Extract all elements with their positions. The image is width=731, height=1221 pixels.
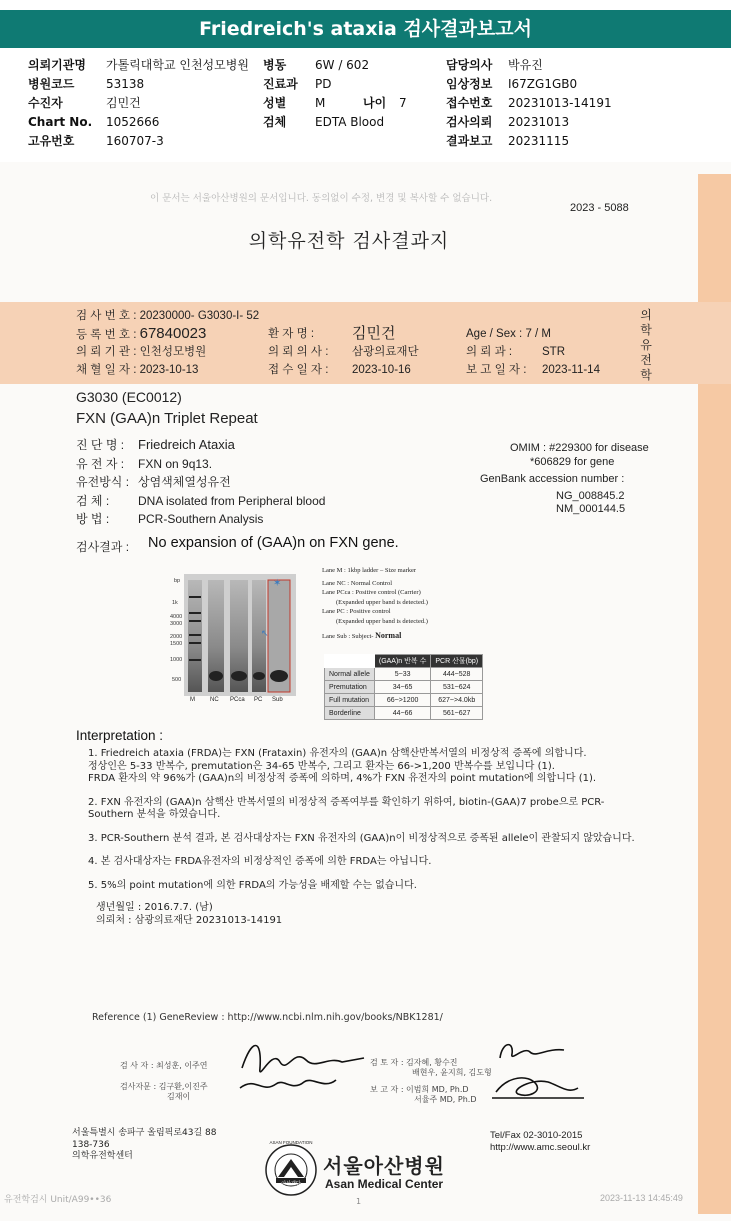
logo-top-text: ASAN FOUNDATION — [269, 1140, 313, 1145]
header-middle-column — [263, 56, 407, 132]
header-left-column — [28, 56, 249, 151]
address-block: 서울특별시 송파구 올림픽로43길 88 138-736 의학유전학센터 — [72, 1128, 217, 1161]
interpretation-title: Interpretation : — [76, 728, 164, 743]
reviewer-signature — [490, 1036, 570, 1066]
header-field: 담당의사 박유진 — [446, 58, 543, 72]
contact-block: Tel/Fax 02-3010-2015 http://www.amc.seoul.kr — [490, 1130, 591, 1153]
report-banner-title: Friedreich's ataxia 검사결과보고서 — [0, 10, 731, 48]
header-field: 의뢰기관명 가톨릭대학교 인천성모병원 — [28, 58, 249, 72]
logo-bottom-text: 아산재단 — [281, 1181, 301, 1187]
interpretation-body: 1. Friedreich ataxia (FRDA)는 FXN (Frataxin) 유전자의 (GAA)n 삼핵산반복서열의 비정상적 증폭에 의합니다. 정상인은 5-33 반복수, premutation은 34-65 반복수, 그리고 환자는 66->1,200 반복수를 보입니다 (1). FRDA 환자의 약 96%가 (GAA)n의 비정상적 증폭에 의하며, 4%가 FXN 유전자의 point mutation에 의합니다 (1). 2. FXN 유전자의 (GAA)n 삼핵산 반복서열의 비정상적 증폭여부를 확인하기 위하여, biotin-(GAA)7 probe으로 PCR-Southern 분석을 하였습니다. 3. PCR-Southern 분석 결과, 본 검사대상자는 FXN 유전자의 (GAA)n이 비정상적으로 증폭된 allele이 관찰되지 않았습니다. 4. 본 검사대상자는 FRDA유전자의 비정상적인 증폭에 의한 FRDA는 아닙니다. 5. 5%의 point mutation에 의한 FRDA의 가능성을 배제할 수는 없습니다. 생년월일 : 2016.7.7. (남) 의뢰처 : 삼광의료재단 20231013-14191 — [88, 748, 635, 926]
gel-image — [184, 574, 296, 696]
table-row: Normal allele 5~33 444~528 — [325, 668, 483, 681]
document-title: 의학유전학 검사결과지 — [248, 230, 450, 252]
footer-timestamp: 2023-11-13 14:45:49 — [600, 1193, 683, 1203]
svg-text:↖: ↖ — [261, 628, 269, 638]
asan-foundation-logo — [264, 1143, 318, 1197]
reporter-signature — [488, 1068, 588, 1104]
header-field: 임상정보 I67ZG1GB0 — [446, 77, 578, 91]
gel-legend: Lane M : 1kbp ladder – Size marker Lane NC : Normal Control Lane PCca : Positive control (Carrier) (Expanded upper band is detected.) Lane PC : Positive control (Expanded upper band is detected.) Lane Sub : Subject- Normal — [322, 567, 428, 640]
omim-block: OMIM : #229300 for disease *606829 for gene GenBank accession number : NG_008845.2 NM_000144.5 — [480, 442, 649, 515]
table-row: Premutation 34~65 531~624 — [325, 681, 483, 694]
hospital-name-korean: 서울아산병원 — [323, 1154, 445, 1178]
table-row: Full mutation 66~>1200 627~>4.0kb — [325, 694, 483, 707]
birth-date: 생년월일 : 2016.7.7. (남) — [96, 902, 213, 913]
hospital-name-english: Asan Medical Center — [325, 1177, 444, 1191]
header-field: Chart No. 1052666 — [28, 115, 160, 129]
interp-item-4: 4. 본 검사대상자는 FRDA유전자의 비정상적인 증폭에 의한 FRDA는 아닙니다. — [88, 856, 432, 867]
test-details: 진 단 명 : Friedreich Ataxia 유 전 자 : FXN on 9q13. 유전방식 : 상염색체열성유전 검 체 : DNA isolated from Peripheral blood 방 법 : PCR-Southern Analysis — [76, 437, 326, 526]
reviewer-line-2: 배현우, 윤지희, 김도형 — [412, 1068, 492, 1077]
header-right-column — [446, 56, 612, 151]
svg-text:✶: ✶ — [273, 578, 282, 589]
footer-page-number: 1 — [356, 1197, 362, 1206]
tester-signature — [232, 1028, 372, 1104]
test-code: G3030 (EC0012) — [76, 389, 182, 405]
reviewer-line: 검 토 자 : 김자혜, 황수진 — [370, 1058, 458, 1067]
registration-number: 67840023 — [139, 325, 207, 342]
table-row: Borderline 44~66 561~627 — [325, 707, 483, 720]
reporter-line: 보 고 자 : 이범희 MD, Ph.D — [370, 1085, 469, 1094]
copyright-notice: 이 문서는 서울아산병원의 문서입니다. 동의없이 수정, 변경 및 복사할 수 없습니다. — [150, 193, 493, 204]
advisor-line: 검사자문 : 김구환,이진주 — [120, 1082, 208, 1091]
result-label: 검사결과 : — [76, 540, 130, 554]
header-field: 병원코드 53138 — [28, 77, 145, 91]
tester-line: 검 사 자 : 최성훈, 이주연 — [120, 1061, 208, 1070]
header-field: 병동 6W / 602 — [263, 58, 370, 72]
header-field: 결과보고 20231115 — [446, 134, 570, 148]
header-field: 수진자 김민건 — [28, 96, 141, 110]
patient-name: 김민건 — [352, 325, 396, 342]
footer-unit: 유전학검시 Unit/A99••36 — [4, 1195, 112, 1205]
requester-info: 의뢰처 : 삼광의료재단 20231013-14191 — [96, 914, 283, 926]
doc-number: 2023 - 5088 — [570, 202, 629, 214]
reporter-line-2: 서율주 MD, Ph.D — [414, 1095, 477, 1104]
advisor-line-2: 김재이 — [167, 1092, 191, 1101]
interp-item-5: 5. 5%의 point mutation에 의한 FRDA의 가능성을 배제할 수는 없습니다. — [88, 879, 417, 891]
header-field: 검사의뢰 20231013 — [446, 115, 570, 129]
repeat-size-table: (GAA)n 반복 수 PCR 산물(bp) Normal allele 5~33 444~528 Premutation 34~65 531~624 Full mutation 66~>1200 627~>4.0kb Borderline 44~66 561~627 — [324, 654, 483, 720]
result-text: No expansion of (GAA)n on FXN gene. — [148, 535, 399, 551]
interp-item-2: 2. FXN 유전자의 (GAA)n 삼핵산 반복서열의 비정상적 증폭여부를 확인하기 위하여, biotin-(GAA)7 probe으로 PCR-Southern 분석을 하였습니다. — [88, 796, 605, 820]
header-field: 성별 M 나이 7 — [263, 96, 407, 110]
side-label: 의학유전학 — [640, 308, 652, 382]
header-field: 고유번호 160707-3 — [28, 134, 164, 148]
reference-line: Reference (1) GeneReview : http://www.ncbi.nlm.nih.gov/books/NBK1281/ — [92, 1012, 443, 1023]
interp-item-3: 3. PCR-Southern 분석 결과, 본 검사대상자는 FXN 유전자의 (GAA)n이 비정상적으로 증폭된 allele이 관찰되지 않았습니다. — [88, 832, 635, 844]
interp-item-1: 1. Friedreich ataxia (FRDA)는 FXN (Frataxin) 유전자의 (GAA)n 삼핵산반복서열의 비정상적 증폭에 의합니다. — [88, 748, 587, 759]
header-field: 검체 EDTA Blood — [263, 115, 385, 129]
header-field: 접수번호 20231013-14191 — [446, 96, 612, 110]
test-name: FXN (GAA)n Triplet Repeat — [76, 410, 258, 427]
patient-info-block: 검 사 번 호 : 20230000- G3030-I- 52 등 록 번 호 : 67840023 환 자 명 : 김민건 Age / Sex : 7 / M 의 뢰 기 관 : 인천성모병원 의 뢰 의 사 : 삼광의료재단 의 뢰 과 : STR 채 혈 일 자 : 2023-10-13 접 수 일 자 : 2023-10-16 보 고 일 자 : 2023-11-14 — [76, 310, 600, 376]
header-field: 진료과 PD — [263, 77, 332, 91]
